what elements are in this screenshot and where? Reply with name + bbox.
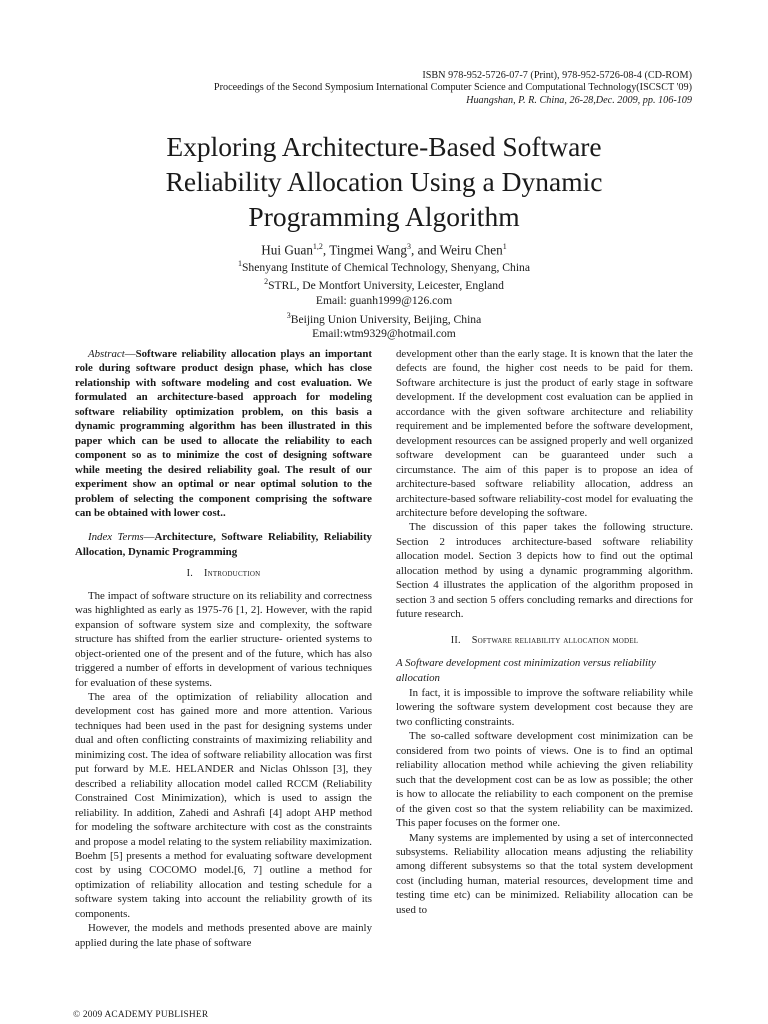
body-paragraph: In fact, it is impossible to improve the software reliability while lowering the software system development cost because they are two conflicting constraints.: [396, 686, 693, 728]
paper-title: [60, 129, 708, 234]
body-paragraph: The discussion of this paper takes the following structure. Section 2 introduces architecture-based software reliability allocation model. Section 3 depicts how to find out the optimal allocation method by using a dynamic programming algorithm. Section 4 illustrates the application of the algorithm proposed in section 3 and section 5 offers concluding remarks and directions for future research.: [396, 521, 693, 621]
index-terms: [75, 530, 372, 559]
index-terms-label: Index Terms: [88, 531, 144, 544]
title-line: Reliability Allocation Using a Dynamic: [165, 166, 603, 197]
body-paragraph: However, the models and methods presented above are mainly applied during the late phase of software: [75, 922, 372, 949]
section-title: Introduction: [203, 568, 261, 580]
author-sup: 1,2: [312, 242, 323, 251]
index-terms-dash: —: [143, 531, 155, 544]
affiliation-sup: 1: [237, 259, 242, 268]
publisher-footer: © 2009 ACADEMY PUBLISHER: [73, 1010, 209, 1020]
affiliation-line: [60, 257, 708, 275]
body-paragraph: The area of the optimization of reliability allocation and development cost has gained more and more attention. Various techniques had been used in the past for designing systems under dual and often conflicting constraints of maximizing reliability and minimizing cost. The idea of software reliability allocation was first put forward by M.E. HELANDER and Niclas Ohlsson [3], they described a reliability allocation model called RCCM (Reliability Constrained Cost Minimization), which is used to assign the reliability. In addition, Zahedi and Ashrafi [4] adopt AHP method for modeling the software architecture with cost as the constraints and propose a model relating to the system reliability maximization. Boehm [5] presents a method for evaluating software development cost by using COCOMO model.[6, 7] outline a method for optimization of reliability allocation and testing schedule for a software system taking into account the reliability growth of its components.: [75, 690, 372, 920]
affiliations: [60, 257, 708, 342]
body-paragraph: The so-called software development cost minimization can be considered from two points of views. One is to find an optimal reliability allocation method while achieving the given reliability such that the development cost can be as low as possible; the other is how to allocate the reliability to each component on the premise of the given cost so that the system reliability can be maximized. This paper focuses on the former one.: [396, 730, 693, 830]
author-list: [60, 239, 708, 257]
section-title: Software reliability allocation model: [471, 634, 639, 646]
affiliation-line: [60, 309, 708, 327]
index-terms-text: Architecture, Software Reliability, Reliability Allocation, Dynamic Programming: [75, 531, 372, 558]
affiliation-text: Beijing Union University, Beijing, China: [290, 312, 482, 326]
affiliation-sup: 3: [286, 310, 291, 320]
email-text: Email:wtm9329@hotmail.com: [312, 326, 456, 340]
section-heading-model: [396, 634, 693, 648]
author-name: Hui Guan: [261, 242, 313, 258]
abstract-dash: —: [124, 348, 136, 360]
affiliation-text: STRL, De Montfort University, Leicester, England: [268, 279, 504, 293]
proceedings-line: Proceedings of the Second Symposium International Computer Science and Computational Technology(ISCSCT '09): [213, 82, 692, 93]
section-heading-introduction: [75, 567, 372, 581]
affiliation-sup: 2: [264, 277, 269, 287]
email-line: [60, 294, 708, 309]
isbn-line: ISBN 978-952-5726-07-7 (Print), 978-952-5726-08-4 (CD-ROM): [422, 70, 692, 81]
abstract-text: Software reliability allocation plays an important role during software product design phase, which has close relationship with software modeling and cost evaluation. We formulated an architecture-based approach for modeling software reliability optimization problem, on this basis a dynamic programming algorithm has been illustrated in this paper which can be used to allocate the reliability to each component so as to minimize the cost of designing software while meeting the desired reliability goal. The result of our experiment show an optimal or near optimal solution to the problem of selecting the component comprising the software can be obtained with lower cost..: [75, 348, 372, 519]
left-column: [75, 347, 372, 950]
body-paragraph: development other than the early stage. It is known that the later the defects are found, the higher cost needs to be paid for them. Software architecture is just the product of early stage in software development. If the development cost evaluation can be applied in accordance with the given software architecture and reliability requirement and be implemented before the software development, development resources can be assigned properly and well organized software development can be guaranteed under such a circumstance. The aim of this paper is to propose an idea of architecture-based software reliability allocation, address an architecture-based software reliability-cost model for evaluating the architecture before developing the software.: [396, 348, 693, 519]
author-name: , Tingmei Wang: [322, 242, 407, 258]
body-paragraph: Many systems are implemented by using a set of interconnected subsystems. Reliability allocation means adjusting the reliability among different subsystems so that the total system development cost (including human, material resources, development time and testing time etc) can be minimized. Reliability allocation can be used to: [396, 831, 693, 916]
body-paragraph: The impact of software structure on its reliability and correctness was highlighted as early as 1975-76 [1, 2]. However, with the rapid expansion of software system size and complexity, the software structure has shifted from the earlier structure- oriented systems to object-oriented one of the present and of the future, which has also triggered a number of efforts in development of various techniques for evaluation of these systems.: [75, 589, 372, 689]
email-line: [60, 327, 708, 342]
subsection-heading: A Software development cost minimization versus reliability allocation: [396, 657, 656, 684]
venue-line: Huangshan, P. R. China, 26-28,Dec. 2009, pp. 106-109: [466, 95, 692, 106]
email-text: Email: guanh1999@126.com: [315, 293, 453, 307]
author-sup: 3: [406, 242, 411, 251]
right-column: [396, 347, 693, 917]
section-number: II.: [450, 634, 461, 646]
title-line: Exploring Architecture-Based Software: [166, 131, 602, 162]
abstract-label: Abstract: [88, 348, 125, 360]
affiliation-text: Shenyang Institute of Chemical Technology, Shenyang, China: [241, 260, 530, 274]
title-line: Programming Algorithm: [248, 201, 520, 232]
affiliation-line: [60, 275, 708, 293]
abstract: [75, 347, 372, 520]
author-name: , and Weiru Chen: [410, 242, 503, 258]
author-sup: 1: [502, 242, 507, 251]
section-number: I.: [186, 568, 193, 580]
